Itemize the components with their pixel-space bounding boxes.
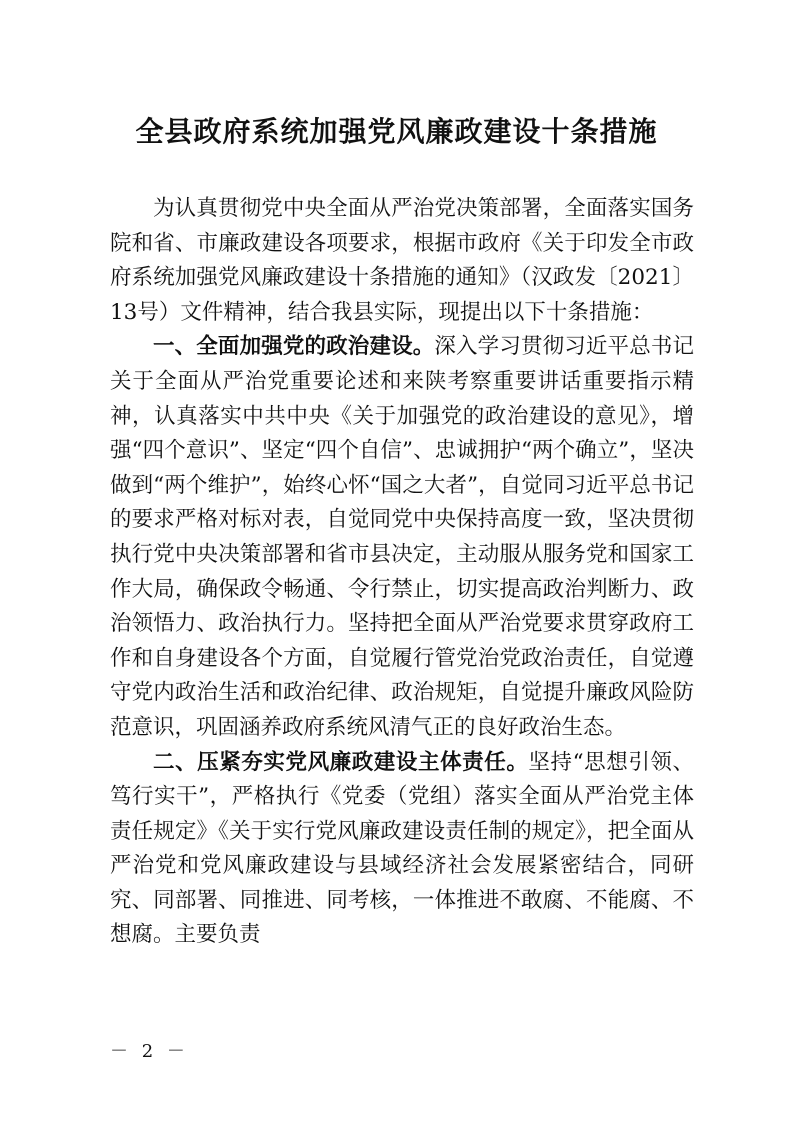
- page-title: 全县政府系统加强党风廉政建设十条措施: [135, 115, 658, 148]
- section-heading-main-responsibility: 二、压紧夯实党风廉政建设主体责任。: [153, 749, 529, 775]
- paragraph-text: 深入学习贯彻习近平总书记关于全面从严治党重要论述和来陕考察重要讲话重要指示精神，认真落实中共中央《关于加强党的政治建设的意见》，增强“四个意识”、坚定“四个自信”、忠诚拥护“两个确立”，坚决做到“两个维护”，始终心怀“国之大者”，自觉同习近平总书记的要求严格对标对表，自觉同党中央保持高度一致，坚决贯彻执行党中央决策部署和省市县决定，主动服从服务党和国家工作大局，确保政令畅通、令行禁止，切实提高政治判断力、政治领悟力、政治执行力。坚持把全面从严治党要求贯穿政府工作和自身建设各个方面，自觉履行管党治党政治责任，自觉遵守党内政治生活和政治纪律、政治规矩，自觉提升廉政风险防范意识，巩固涵养政府系统风清气正的良好政治生态。: [110, 334, 694, 740]
- paragraph-measure-2: [110, 746, 694, 954]
- paragraph-text: 为认真贯彻党中央全面从严治党决策部署，全面落实国务院和省、市廉政建设各项要求，根据市政府《关于印发全市政府系统加强党风廉政建设十条措施的通知》（汉政发〔2021〕13号）文件精神，结合我县实际，现提出以下十条措施：: [110, 196, 694, 325]
- section-heading-political-building: 一、全面加强党的政治建设。: [153, 334, 435, 360]
- page-number: － 2 －: [110, 1041, 189, 1062]
- paragraph-text: 坚持“思想引领、笃行实干”，严格执行《党委（党组）落实全面从严治党主体责任规定》《关于实行党风廉政建设责任制的规定》，把全面从严治党和党风廉政建设与县域经济社会发展紧密结合，同研究、同部署、同推进、同考核，一体推进不敢腐、不能腐、不想腐。主要负责: [110, 749, 694, 948]
- document-body: [110, 192, 694, 953]
- paragraph-intro: [110, 192, 694, 330]
- paragraph-measure-1: [110, 330, 694, 745]
